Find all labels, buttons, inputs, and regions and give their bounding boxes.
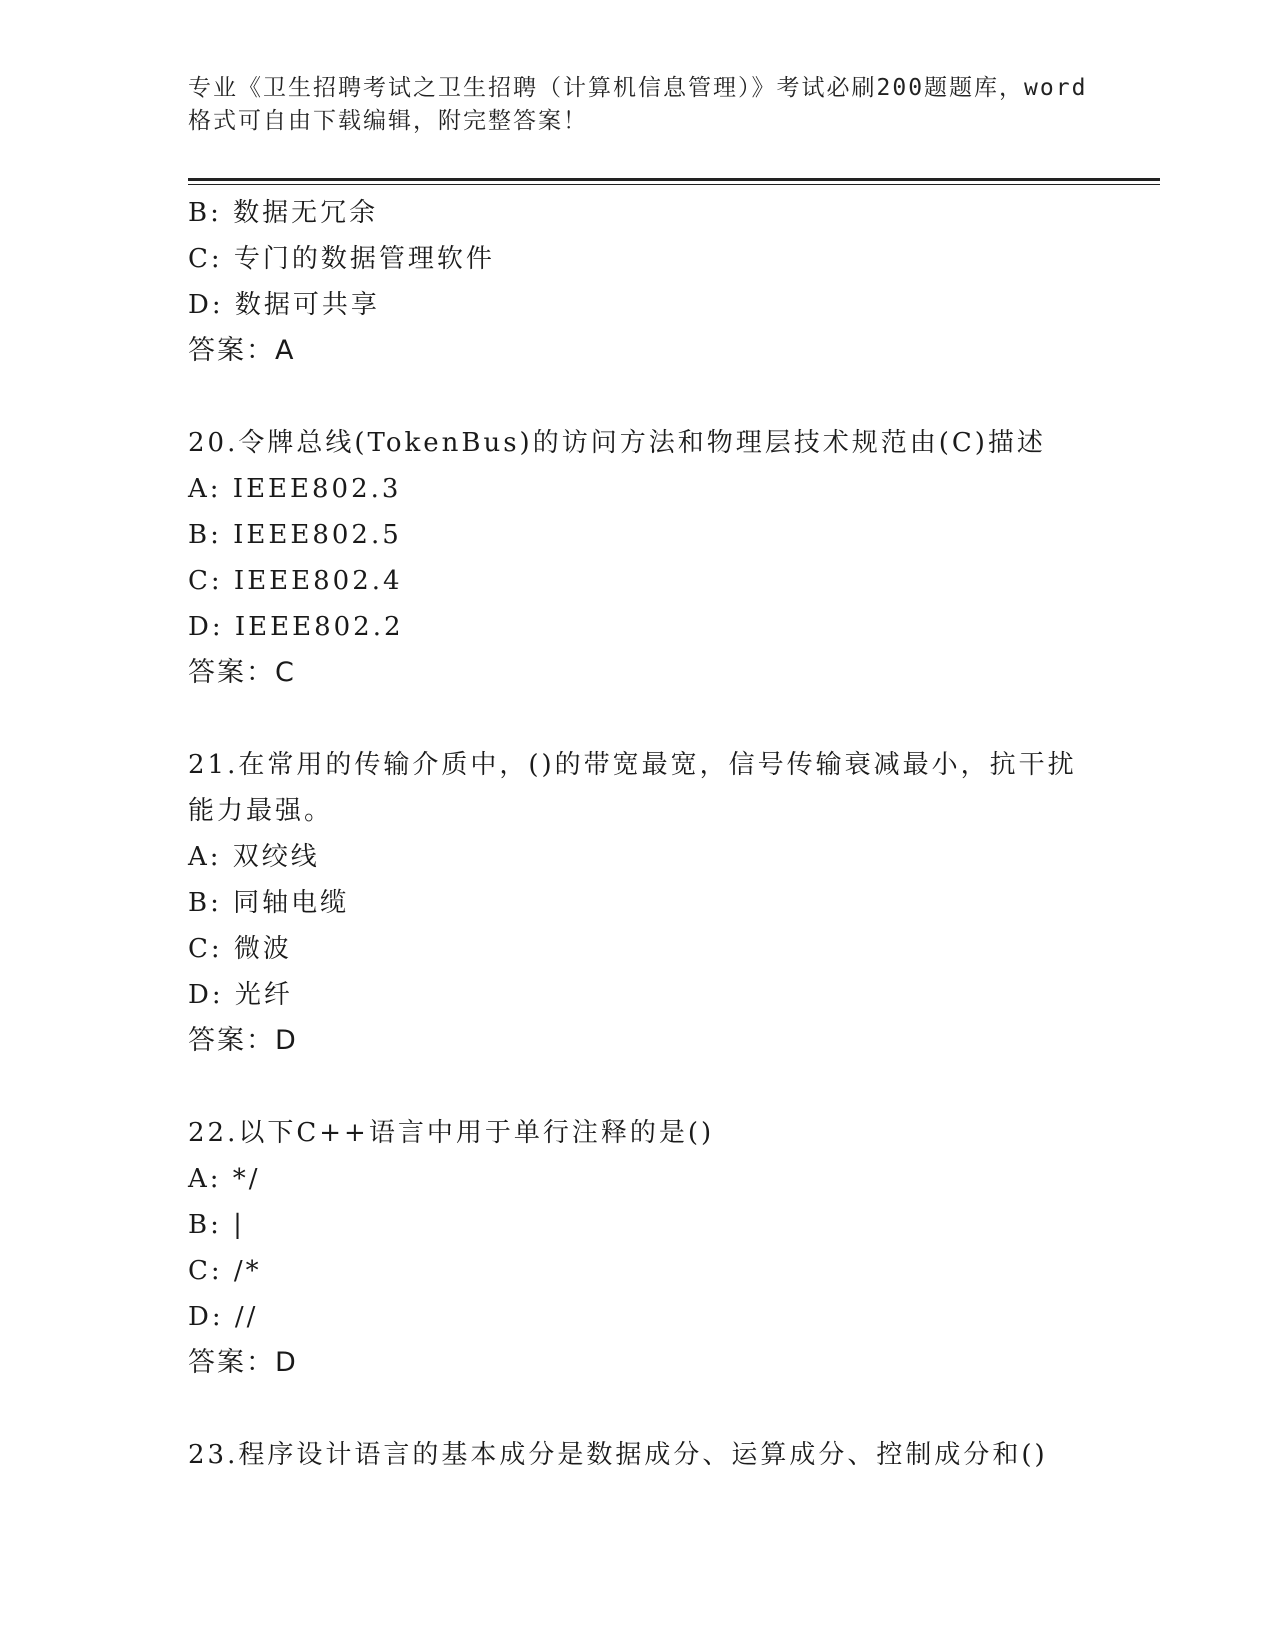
- spacer: [188, 1064, 1088, 1110]
- option-d: D: 数据可共享: [188, 290, 380, 320]
- header-title-line-1: 专业《卫生招聘考试之卫生招聘（计算机信息管理）》考试必刷200题题库，word: [188, 75, 1088, 101]
- question-block-20: [188, 420, 1088, 696]
- answer-line: 答案：D: [188, 1025, 298, 1056]
- question-block-19: [188, 190, 1088, 374]
- answer-line: 答案：A: [188, 335, 296, 366]
- header-divider-thick: [188, 178, 1160, 181]
- question-text: 20.令牌总线(TokenBus)的访问方法和物理层技术规范由(C)描述: [188, 428, 1046, 458]
- option-b: B: 数据无冗余: [188, 198, 379, 228]
- option-b: B: |: [188, 1210, 245, 1240]
- option-c: C: IEEE802.4: [188, 566, 403, 596]
- option-c: C: 专门的数据管理软件: [188, 244, 495, 274]
- question-block-23: [188, 1432, 1088, 1478]
- answer-line: 答案：C: [188, 657, 296, 688]
- header-divider-thin: [188, 184, 1160, 185]
- answer-line: 答案：D: [188, 1347, 298, 1378]
- spacer: [188, 1386, 1088, 1432]
- question-block-22: [188, 1110, 1088, 1386]
- option-b: B: 同轴电缆: [188, 888, 350, 918]
- question-text-line-2: 能力最强。: [188, 796, 334, 826]
- question-list: [188, 190, 1088, 1478]
- spacer: [188, 374, 1088, 420]
- spacer: [188, 696, 1088, 742]
- option-d: D: //: [188, 1302, 259, 1332]
- option-a: A: */: [188, 1164, 261, 1194]
- option-a: A: 双绞线: [188, 842, 320, 872]
- option-d: D: IEEE802.2: [188, 612, 404, 642]
- question-text-line-1: 21.在常用的传输介质中，()的带宽最宽，信号传输衰减最小，抗干扰: [188, 750, 1077, 780]
- option-b: B: IEEE802.5: [188, 520, 402, 550]
- question-block-21: [188, 742, 1088, 1064]
- question-text: 22.以下C++语言中用于单行注释的是(): [188, 1118, 715, 1148]
- option-d: D: 光纤: [188, 980, 293, 1010]
- option-c: C: 微波: [188, 934, 292, 964]
- header-title-line-2: 格式可自由下载编辑，附完整答案！: [188, 108, 588, 134]
- option-a: A: IEEE802.3: [188, 474, 402, 504]
- question-text: 23.程序设计语言的基本成分是数据成分、运算成分、控制成分和(): [188, 1440, 1048, 1470]
- document-header: [188, 72, 1088, 138]
- option-c: C: /*: [188, 1256, 262, 1286]
